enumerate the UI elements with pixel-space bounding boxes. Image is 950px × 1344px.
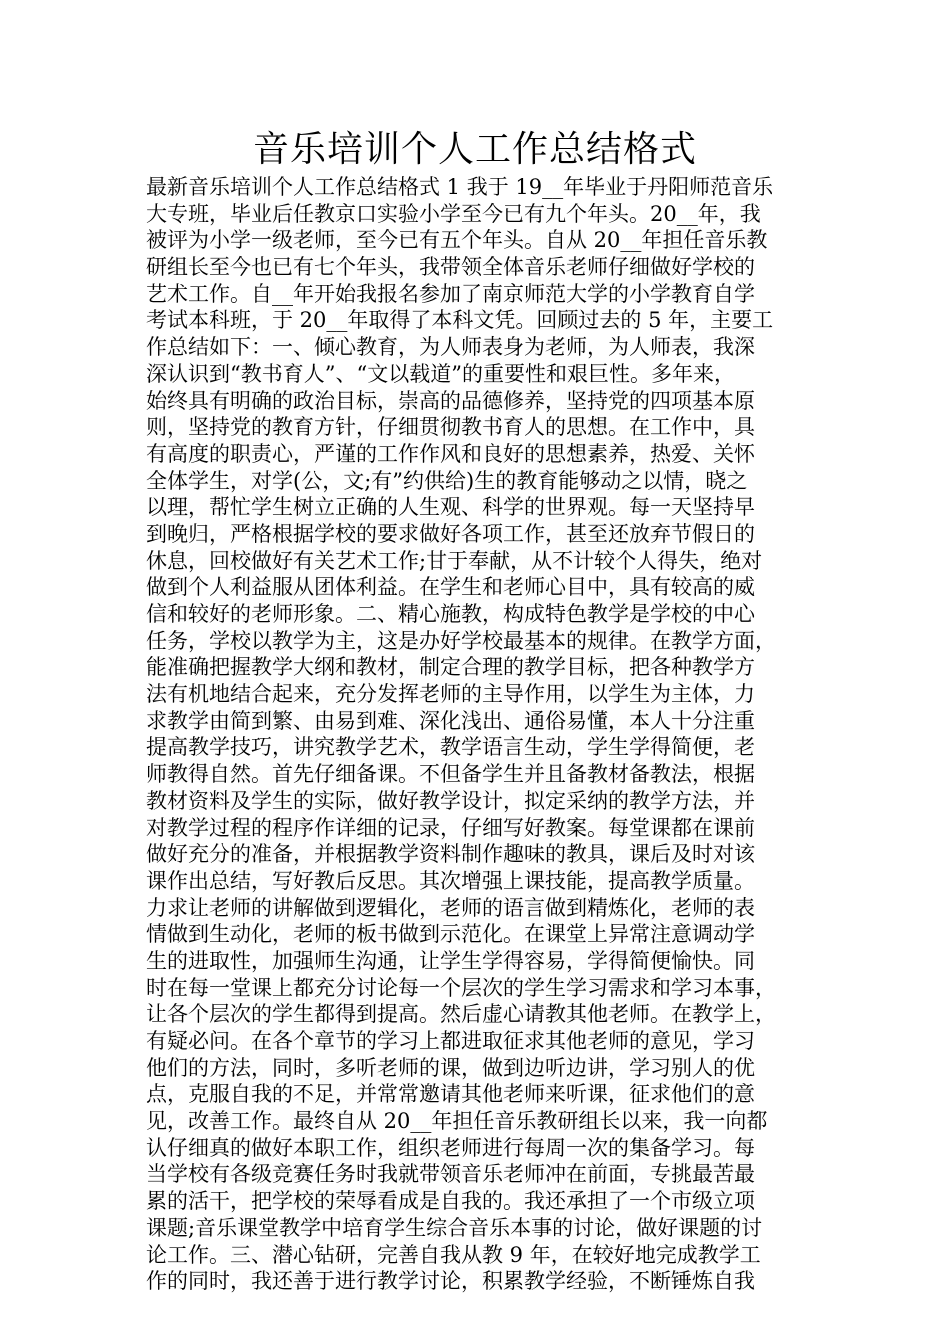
body-text-line: 休息，回校做好有关艺术工作;甘于奉献，从不计较个人得失，绝对 — [146, 548, 763, 573]
body-text-line: 累的活干，把学校的荣辱看成是自我的。我还承担了一个市级立项 — [146, 1189, 755, 1214]
body-text-line: 力求让老师的讲解做到逻辑化，老师的语言做到精炼化，老师的表 — [146, 895, 755, 920]
body-text-line: 最新音乐培训个人工作总结格式 1 我于 19__年毕业于丹阳师范音乐 — [146, 175, 774, 199]
document-title: 音乐培训个人工作总结格式 — [252, 129, 697, 170]
body-text-line: 有高度的职责心，严谨的工作作风和良好的思想素养，热爱、关怀 — [146, 441, 755, 466]
body-text-line: 深认识到“教书育人”、“文以载道”的重要性和艰巨性。多年来， — [146, 361, 735, 386]
body-text-line: 课作出总结，写好教后反思。其次增强上课技能，提高教学质量。 — [146, 868, 755, 893]
body-text-line: 研组长至今也已有七个年头，我带领全体音乐老师仔细做好学校的 — [146, 255, 755, 280]
body-text-line: 艺术工作。自__年开始我报名参加了南京师范大学的小学教育自学 — [146, 281, 755, 306]
body-text-line: 全体学生，对学(公，文;有”约供给)生的教育能够动之以情，晓之 — [146, 468, 748, 493]
body-text-line: 认仔细真的做好本职工作，组织老师进行每周一次的集备学习。每 — [146, 1135, 755, 1160]
body-text-line: 则，坚持党的教育方针，仔细贯彻教书育人的思想。在工作中，具 — [146, 415, 755, 440]
body-text-line: 能准确把握教学大纲和教材，制定合理的教学目标，把各种教学方 — [146, 655, 755, 680]
body-text-line: 到晚归，严格根据学校的要求做好各项工作，甚至还放弃节假日的 — [146, 521, 755, 546]
body-text-line: 以理，帮忙学生树立正确的人生观、科学的世界观。每一天坚持早 — [146, 495, 755, 520]
body-text-line: 教材资料及学生的实际，做好教学设计，拟定采纳的教学方法，并 — [146, 788, 755, 813]
document-body — [146, 174, 836, 1295]
body-text-line: 任务，学校以教学为主，这是办好学校最基本的规律。在教学方面， — [146, 628, 776, 653]
body-text-line: 师教得自然。首先仔细备课。不但备学生并且备教材备教法，根据 — [146, 762, 755, 787]
body-text-line: 作总结如下：一、倾心教育，为人师表身为老师，为人师表，我深 — [146, 335, 755, 360]
body-text-line: 他们的方法，同时，多听老师的课，做到边听边讲，学习别人的优 — [146, 1055, 755, 1080]
body-text-line: 时在每一堂课上都充分讨论每一个层次的学生学习需求和学习本事， — [146, 975, 776, 1000]
body-text-line: 始终具有明确的政治目标，崇高的品德修养，坚持党的四项基本原 — [146, 388, 755, 413]
body-text-line: 点，克服自我的不足，并常常邀请其他老师来听课，征求他们的意 — [146, 1082, 755, 1107]
body-text-line: 让各个层次的学生都得到提高。然后虚心请教其他老师。在教学上， — [146, 1002, 776, 1027]
body-text-line: 论工作。三、潜心钻研，完善自我从教 9 年，在较好地完成教学工 — [146, 1242, 761, 1267]
body-text-line: 课题;音乐课堂教学中培育学生综合音乐本事的讨论，做好课题的讨 — [146, 1215, 763, 1240]
body-text-line: 有疑必问。在各个章节的学习上都进取征求其他老师的意见，学习 — [146, 1029, 755, 1053]
body-text-line: 做到个人利益服从团体利益。在学生和老师心目中，具有较高的威 — [146, 575, 755, 600]
body-text-line: 情做到生动化，老师的板书做到示范化。在课堂上异常注意调动学 — [146, 922, 755, 947]
body-text-line: 作的同时，我还善于进行教学讨论，积累教学经验，不断锤炼自我 — [146, 1269, 755, 1294]
body-text-line: 被评为小学一级老师，至今已有五个年头。自从 20__年担任音乐教 — [146, 228, 768, 253]
body-text-line: 求教学由简到繁、由易到难、深化浅出、通俗易懂，本人十分注重 — [146, 708, 755, 733]
body-text-line: 对教学过程的程序作详细的记录，仔细写好教案。每堂课都在课前 — [146, 815, 755, 840]
body-text-line: 当学校有各级竞赛任务时我就带领音乐老师冲在前面，专挑最苦最 — [146, 1162, 755, 1187]
body-text-line: 做好充分的准备，并根据教学资料制作趣味的教具，课后及时对该 — [146, 842, 755, 867]
body-text-line: 生的进取性，加强师生沟通，让学生学得容易，学得简便愉快。同 — [146, 948, 755, 973]
body-text-line: 考试本科班，于 20__年取得了本科文凭。回顾过去的 5 年，主要工 — [146, 308, 774, 333]
body-text-line: 大专班，毕业后任教京口实验小学至今已有九个年头。20__年，我 — [146, 201, 761, 226]
body-text-line: 信和较好的老师形象。二、精心施教，构成特色教学是学校的中心 — [146, 602, 755, 626]
body-text-line: 法有机地结合起来，充分发挥老师的主导作用，以学生为主体，力 — [146, 682, 755, 707]
body-text-line: 见，改善工作。最终自从 20__年担任音乐教研组长以来，我一向都 — [146, 1109, 768, 1134]
body-text-line: 提高教学技巧，讲究教学艺术，教学语言生动，学生学得简便，老 — [146, 735, 755, 760]
